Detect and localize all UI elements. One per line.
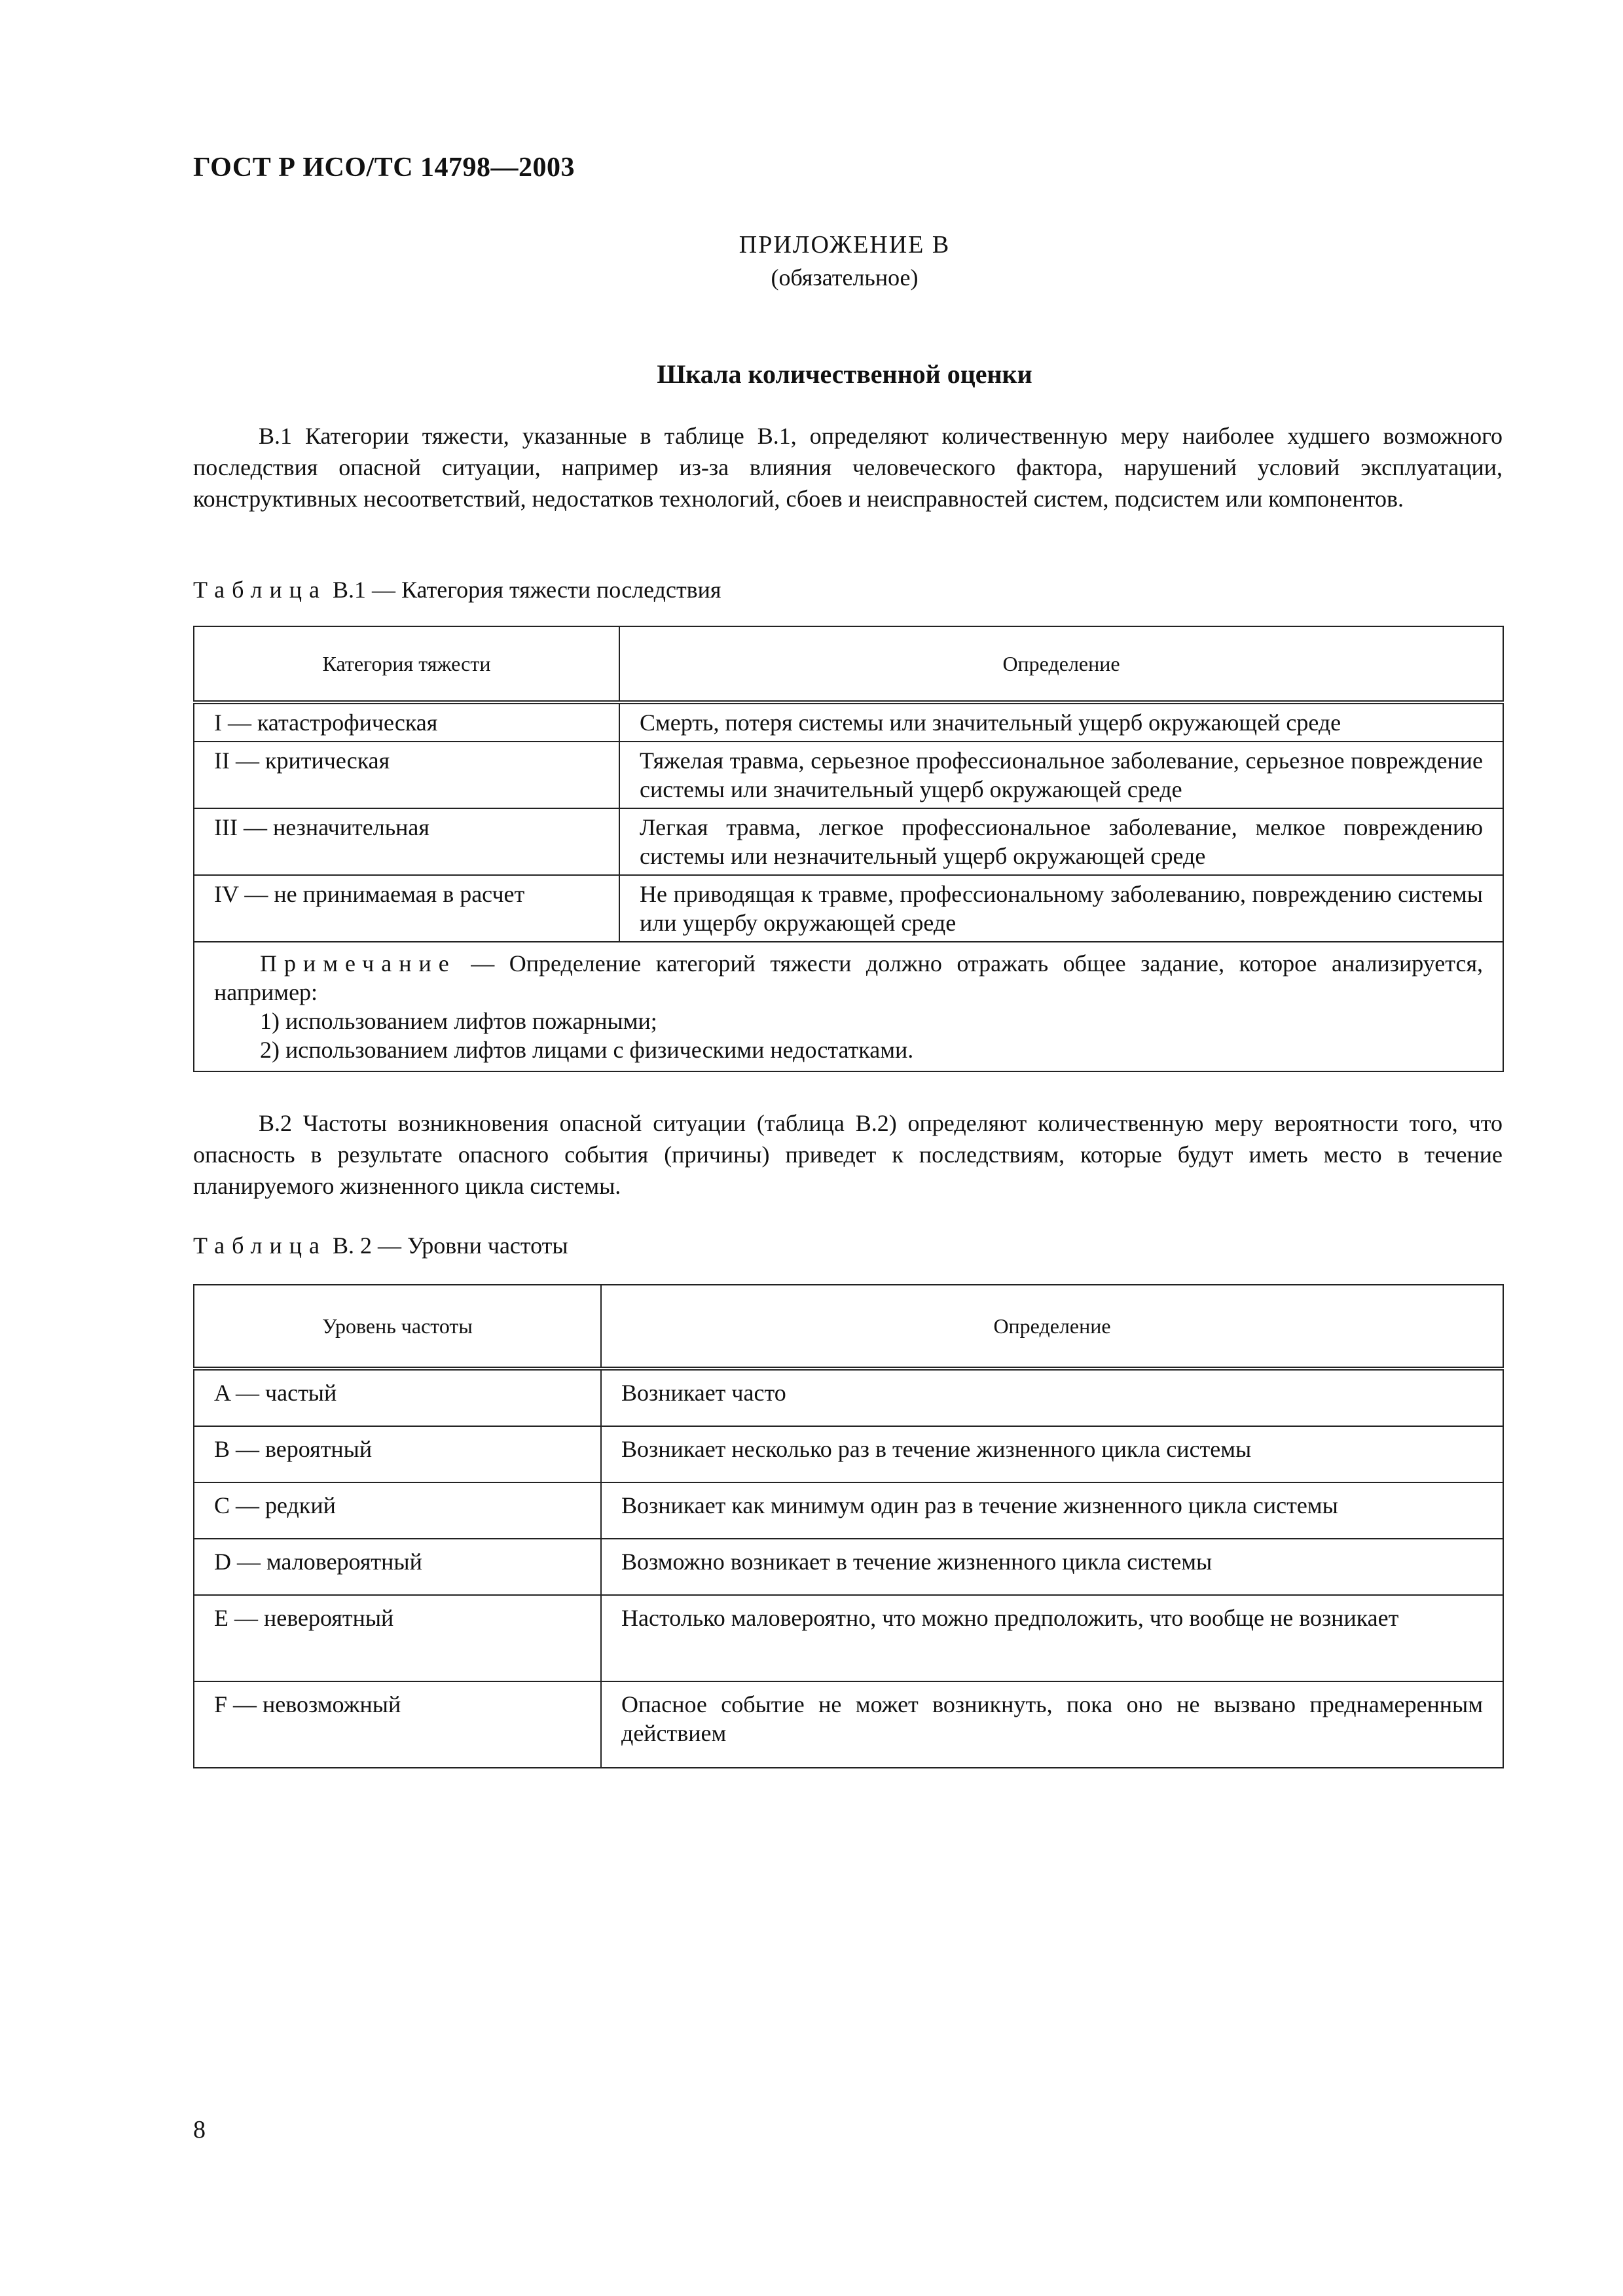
table-header-row xyxy=(194,1285,1503,1369)
table1-caption-title: В.1 — Категория тяжести последствия xyxy=(332,577,721,603)
frequency-level: A — частый xyxy=(194,1369,601,1426)
table-row xyxy=(194,1539,1503,1595)
frequency-level: B — вероятный xyxy=(194,1426,601,1482)
frequency-level: D — маловероятный xyxy=(194,1539,601,1595)
table-note-row xyxy=(194,942,1503,1071)
column-header-level: Уровень частоты xyxy=(194,1285,601,1369)
table-row xyxy=(194,808,1503,875)
severity-definition: Легкая травма, легкое профессиональное заболевание, мелкое повреждению системы или незначительный ущерб окружающей среде xyxy=(619,808,1503,875)
table-row xyxy=(194,1369,1503,1426)
note-item: 2) использованием лифтов лицами с физическими недостатками. xyxy=(260,1037,914,1063)
table2-caption xyxy=(193,1232,568,1259)
table1-caption xyxy=(193,576,721,603)
frequency-level: F — невозможный xyxy=(194,1681,601,1768)
table-row xyxy=(194,702,1503,742)
severity-category: IV — не принимаемая в расчет xyxy=(194,875,619,942)
table-row xyxy=(194,742,1503,808)
note-body: — Определение категорий тяжести должно отражать общее задание, которое анализируется, например: xyxy=(214,950,1483,1005)
frequency-definition: Возникает несколько раз в течение жизненного цикла системы xyxy=(601,1426,1503,1482)
frequency-definition: Возможно возникает в течение жизненного цикла системы xyxy=(601,1539,1503,1595)
severity-category: II — критическая xyxy=(194,742,619,808)
appendix-status: (обязательное) xyxy=(771,264,919,291)
severity-category: III — незначительная xyxy=(194,808,619,875)
frequency-definition: Возникает как минимум один раз в течение жизненного цикла системы xyxy=(601,1482,1503,1539)
column-header-definition: Определение xyxy=(619,626,1503,702)
severity-category: I — катастрофическая xyxy=(194,702,619,742)
document-code: ГОСТ Р ИСО/ТС 14798—2003 xyxy=(193,152,575,183)
paragraph-b2: В.2 Частоты возникновения опасной ситуации (таблица В.2) определяют количественную меру вероятности того, что опасность в результате опасного события (причины) приведет к последствиям, которые будут иметь место в течение планируемого жизненного цикла системы. xyxy=(193,1110,1503,1199)
frequency-level: C — редкий xyxy=(194,1482,601,1539)
table-row xyxy=(194,875,1503,942)
column-header-definition: Определение xyxy=(601,1285,1503,1369)
column-header-category: Категория тяжести xyxy=(194,626,619,702)
table-row xyxy=(194,1681,1503,1768)
frequency-table xyxy=(193,1284,1504,1768)
table-row xyxy=(194,1595,1503,1681)
note-item: 1) использованием лифтов пожарными; xyxy=(260,1008,657,1034)
table2-caption-word: Таблица xyxy=(193,1232,327,1259)
page-number: 8 xyxy=(193,2116,206,2144)
severity-table xyxy=(193,626,1504,1072)
severity-definition: Смерть, потеря системы или значительный ущерб окружающей среде xyxy=(619,702,1503,742)
table1-caption-word: Таблица xyxy=(193,577,327,603)
table-row xyxy=(194,1482,1503,1539)
table2-caption-title: В. 2 — Уровни частоты xyxy=(332,1232,568,1259)
frequency-definition: Возникает часто xyxy=(601,1369,1503,1426)
table-note xyxy=(194,942,1503,1071)
note-label: Примечание xyxy=(260,950,456,977)
frequency-definition: Настолько маловероятно, что можно предположить, что вообще не возникает xyxy=(601,1595,1503,1681)
table-row xyxy=(194,1426,1503,1482)
section-heading: Шкала количественной оценки xyxy=(657,359,1032,389)
severity-definition: Тяжелая травма, серьезное профессиональное заболевание, серьезное повреждение системы или значительный ущерб окружающей среде xyxy=(619,742,1503,808)
appendix-title: ПРИЛОЖЕНИЕ В xyxy=(739,231,951,259)
frequency-level: E — невероятный xyxy=(194,1595,601,1681)
frequency-definition: Опасное событие не может возникнуть, пока оно не вызвано преднамеренным действием xyxy=(601,1681,1503,1768)
paragraph-b1: В.1 Категории тяжести, указанные в таблице В.1, определяют количественную меру наиболее худшего возможного последствия опасной ситуации, например из-за влияния человеческого фактора, нарушений условий эксплуатации, конструктивных несоответствий, недостатков технологий, сбоев и неисправностей систем, подсистем или компонентов. xyxy=(193,423,1503,512)
severity-definition: Не приводящая к травме, профессиональному заболеванию, повреждению системы или ущербу окружающей среде xyxy=(619,875,1503,942)
table-header-row xyxy=(194,626,1503,702)
note-text xyxy=(214,949,1483,1007)
